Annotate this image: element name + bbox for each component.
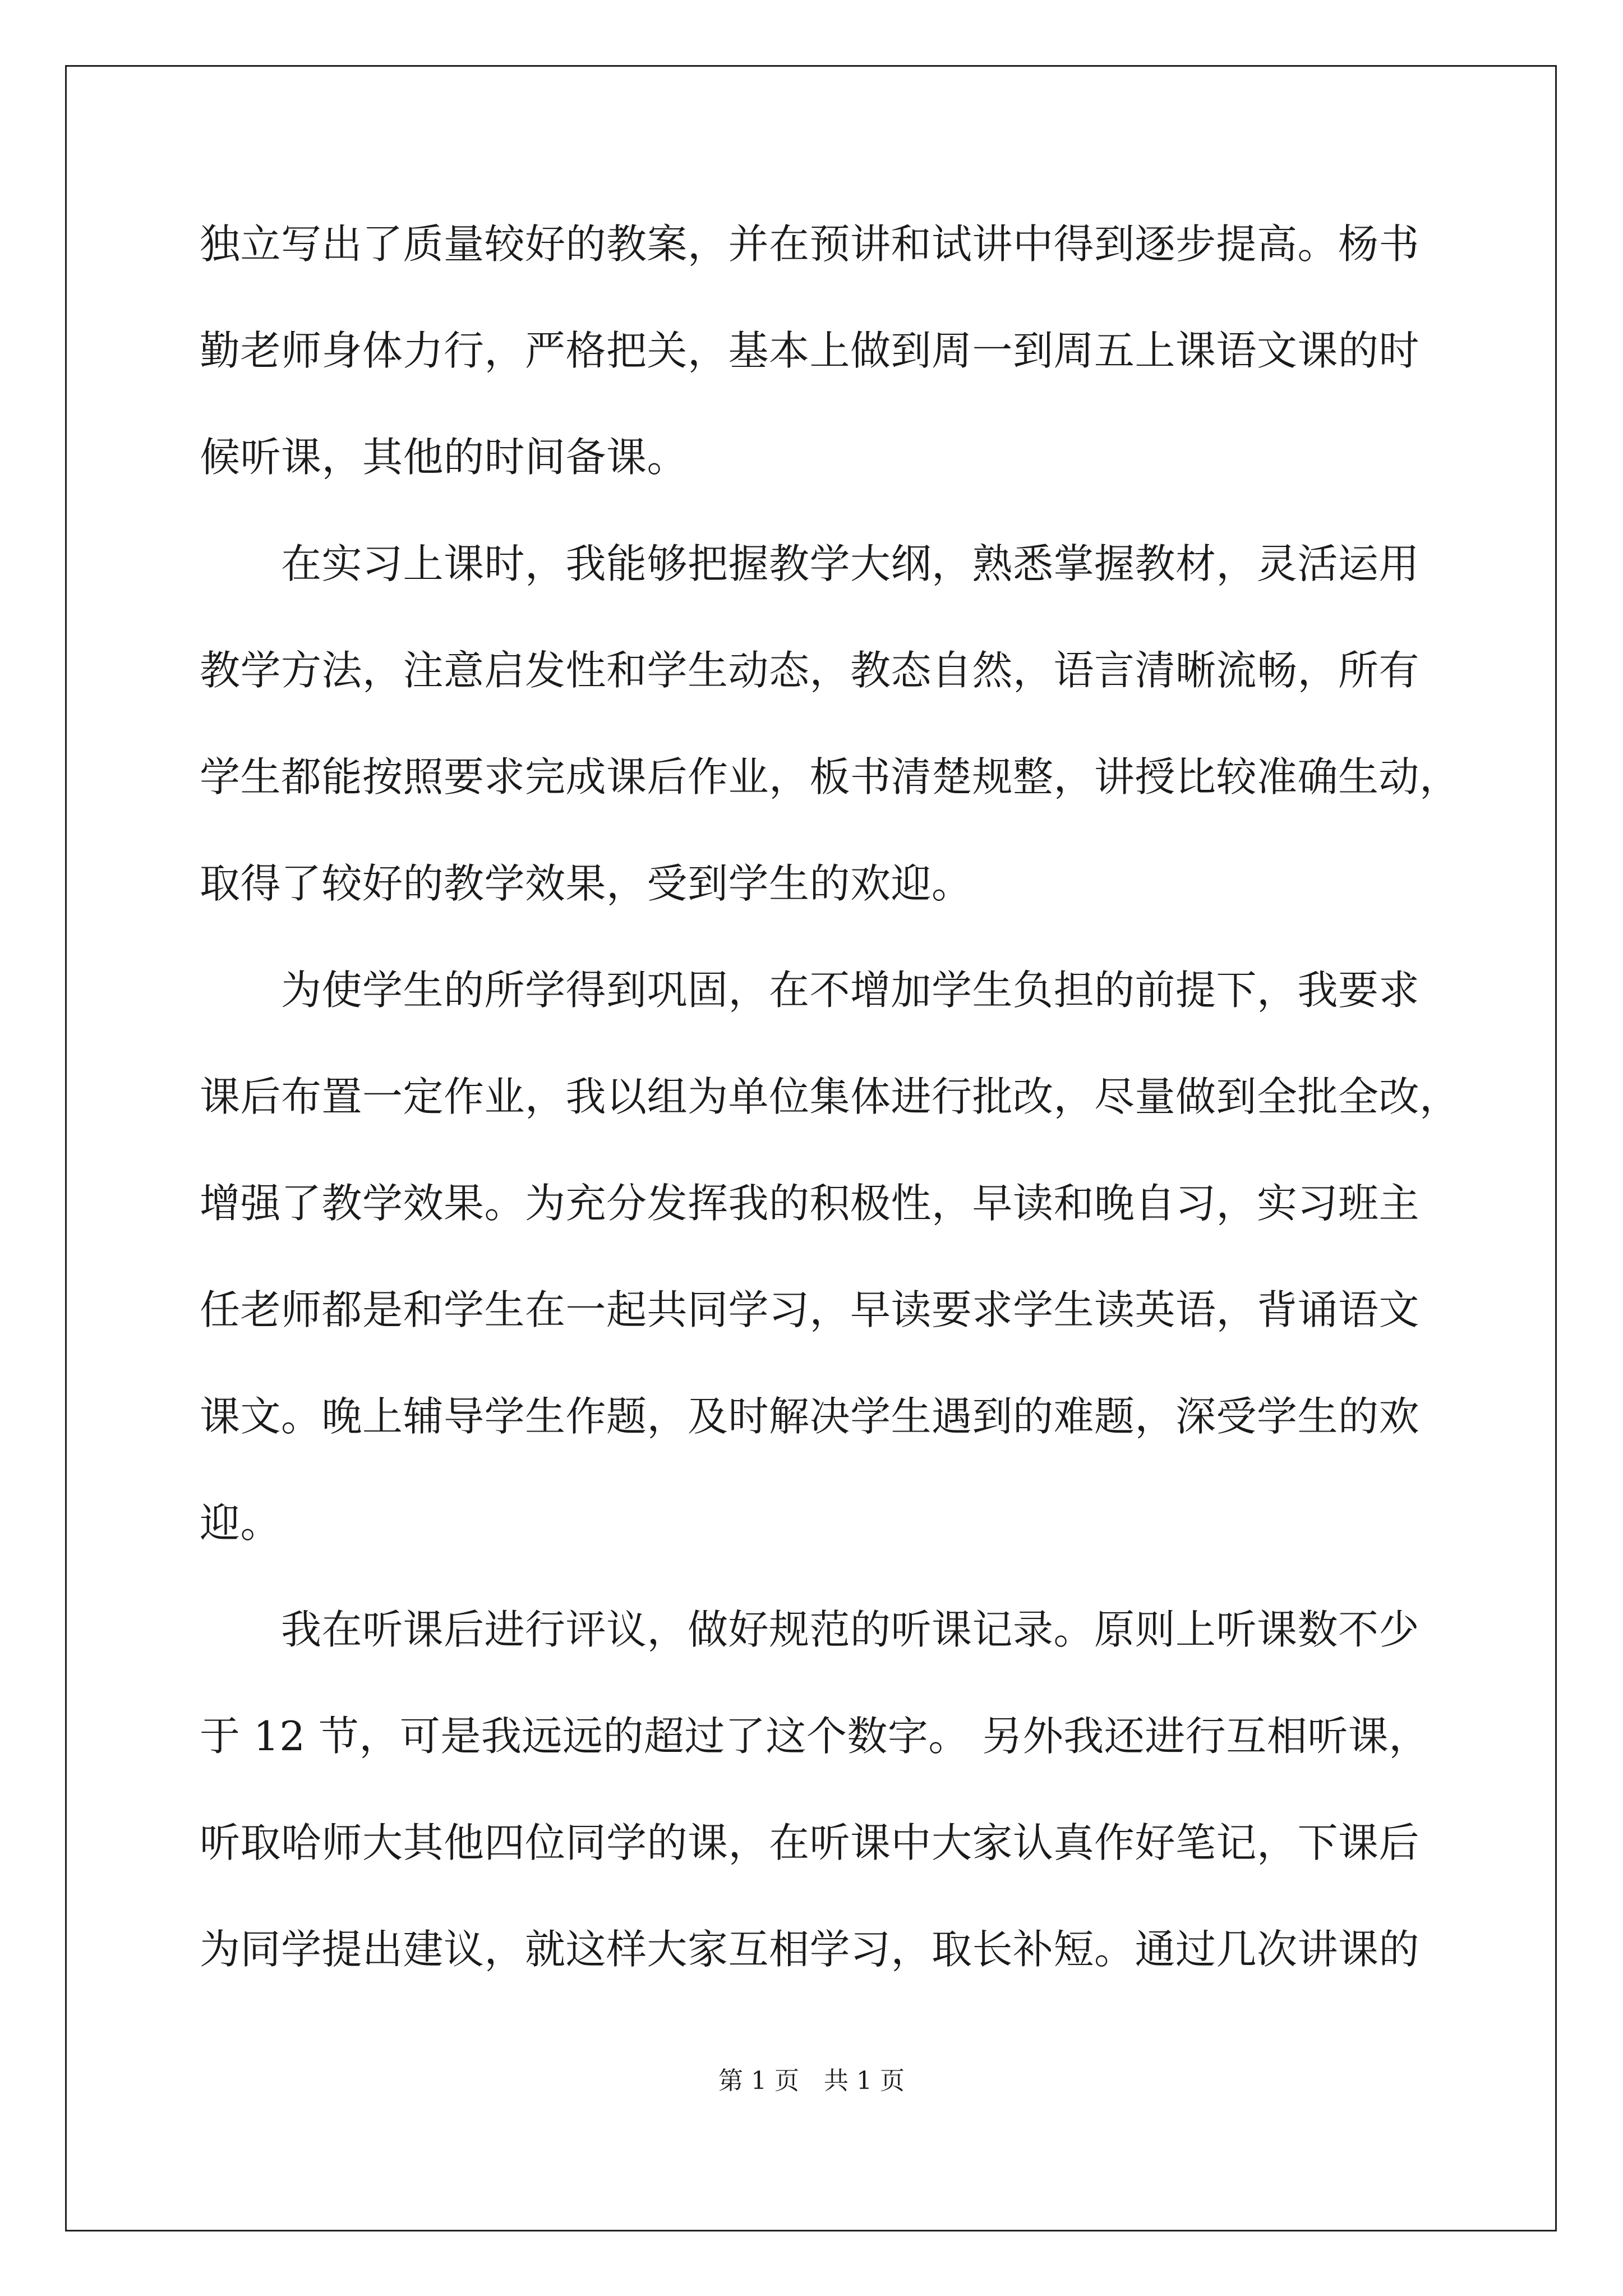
text-line: 学生都能按照要求完成课后作业，板书清楚规整，讲授比较准确生动， [200,753,1460,800]
text-line: 为使学生的所学得到巩固，在不增加学生负担的前提下，我要求 [200,967,1420,1014]
text-line: 听取哈师大其他四位同学的课，在听课中大家认真作好笔记，下课后 [200,1819,1420,1866]
text-line: 我在听课后进行评议，做好规范的听课记录。原则上听课数不少 [200,1606,1420,1653]
text-line: 独立写出了质量较好的教案，并在预讲和试讲中得到逐步提高。杨书 [200,220,1420,268]
text-line: 迎。 [200,1499,282,1547]
text-line: 于 12 节，可是我远远的超过了这个数字。 另外我还进行互相听课， [200,1713,1430,1760]
text-line: 增强了教学效果。为充分发挥我的积极性，早读和晚自习，实习班主 [200,1180,1420,1227]
text-line: 教学方法，注意启发性和学生动态，教态自然，语言清晰流畅，所有 [200,647,1420,694]
text-line: 为同学提出建议，就这样大家互相学习，取长补短。通过几次讲课的 [200,1926,1420,1973]
text-line: 在实习上课时，我能够把握教学大纲，熟悉掌握教材，灵活运用 [200,540,1420,587]
page-border [65,65,1557,2231]
text-line: 勤老师身体力行，严格把关，基本上做到周一到周五上课语文课的时 [200,327,1420,374]
text-line: 任老师都是和学生在一起共同学习，早读要求学生读英语，背诵语文 [200,1286,1420,1333]
text-line: 取得了较好的教学效果，受到学生的欢迎。 [200,860,972,907]
text-line: 课后布置一定作业，我以组为单位集体进行批改，尽量做到全批全改， [200,1073,1460,1120]
text-line: 课文。晚上辅导学生作题，及时解决学生遇到的难题，深受学生的欢 [200,1393,1420,1440]
page-number-footer: 第 1 页 共 1 页 [718,2067,905,2095]
text-line: 候听课，其他的时间备课。 [200,434,688,481]
